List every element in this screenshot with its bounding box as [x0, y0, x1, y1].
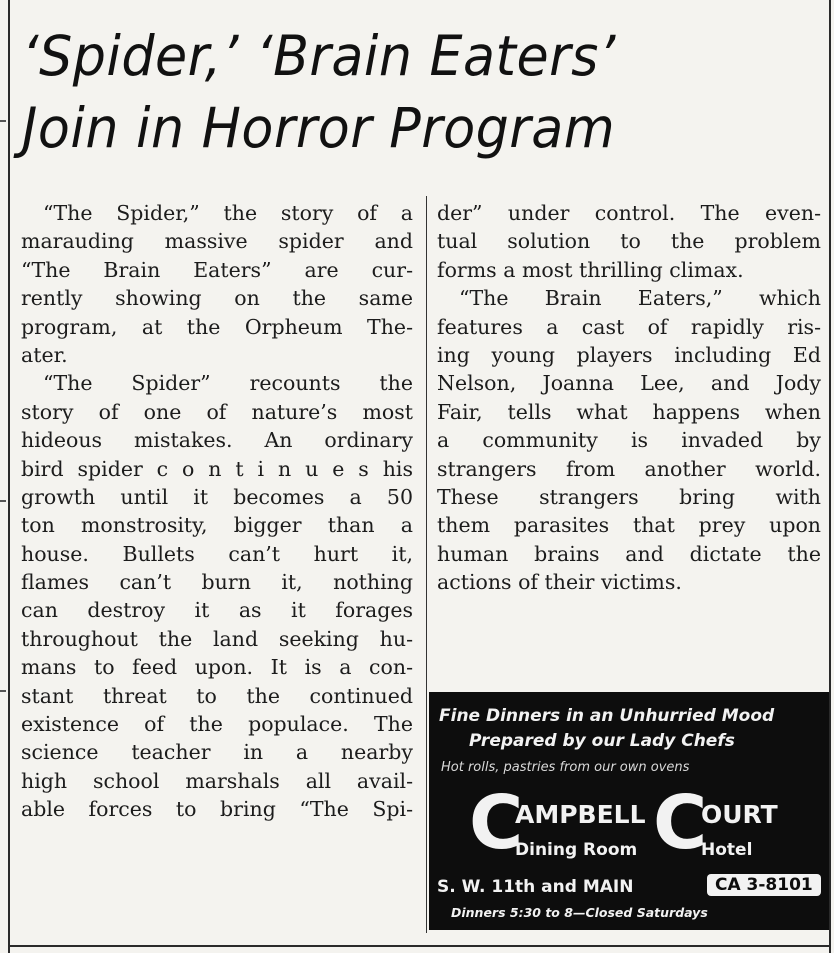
ad-hotel: Hotel	[701, 840, 753, 860]
margin-tick	[0, 120, 6, 122]
article-line: them parasites that prey upon	[437, 513, 821, 538]
article-line: rently showing on the same	[21, 286, 413, 311]
headline-line-2: Join in Horror Program	[22, 96, 616, 160]
article-line: high school marshals all avail-	[21, 768, 413, 793]
article-line: ing young players including Ed	[437, 342, 821, 367]
article-line: can destroy it as it forages	[21, 598, 413, 623]
article-line: bird spider c o n t i n u e s his	[21, 456, 413, 481]
article-line: existence of the populace. The	[21, 712, 413, 737]
article-line: strangers from another world.	[437, 456, 821, 481]
margin-tick	[0, 500, 6, 502]
article-line: ton monstrosity, bigger than a	[21, 513, 413, 538]
article-line: These strangers bring with	[437, 484, 821, 509]
article-line: story of one of nature’s most	[21, 399, 413, 424]
article-line: throughout the land seeking hu-	[21, 626, 413, 651]
column-divider	[426, 196, 427, 933]
article-line: “The Spider,” the story of a	[43, 201, 413, 225]
article-right-column	[437, 199, 821, 596]
ad-dining-room: Dining Room	[515, 840, 638, 860]
ad-subtagline: Prepared by our Lady Chefs	[469, 731, 735, 751]
article-line: actions of their victims.	[437, 570, 682, 595]
article-line: Fair, tells what happens when	[437, 399, 821, 424]
article-line: science teacher in a nearby	[21, 740, 413, 765]
article-line: Nelson, Joanna Lee, and Jody	[437, 371, 821, 396]
article-line: able forces to bring “The Spi-	[21, 797, 413, 822]
article-line: growth until it becomes a 50	[21, 484, 413, 509]
article-line: “The Brain Eaters” are cur-	[21, 257, 413, 282]
article-line: program, at the Orpheum The-	[21, 314, 413, 339]
right-border-rule	[829, 0, 831, 953]
article-left-column	[21, 199, 413, 824]
margin-tick	[0, 690, 6, 692]
bottom-border-rule	[8, 945, 831, 947]
article-line: flames can’t burn it, nothing	[21, 570, 413, 595]
article-line: ater.	[21, 342, 68, 367]
article-line: tual solution to the problem	[437, 229, 821, 254]
ad-tagline: Fine Dinners in an Unhurried Mood	[439, 706, 775, 726]
article-line: “The Brain Eaters,” which	[459, 286, 821, 311]
ad-initial-c-1: C	[469, 780, 524, 866]
ad-initial-c-2: C	[653, 780, 708, 866]
ad-address: S. W. 11th and MAIN	[437, 877, 634, 897]
article-line: human brains and dictate the	[437, 541, 821, 566]
article-line: der” under control. The even-	[437, 201, 821, 225]
article-line: hideous mistakes. An ordinary	[21, 428, 413, 453]
article-line: features a cast of rapidly ris-	[437, 314, 821, 339]
ad-hours: Dinners 5:30 to 8—Closed Saturdays	[451, 905, 708, 920]
ad-name-court: OURT	[701, 800, 778, 829]
article-line: “The Spider” recounts the	[43, 371, 413, 396]
article-line: marauding massive spider and	[21, 229, 413, 254]
campbell-court-advertisement	[429, 692, 829, 930]
article-line: a community is invaded by	[437, 428, 821, 453]
article-line: mans to feed upon. It is a con-	[21, 655, 413, 680]
article-headline	[22, 20, 782, 164]
left-border-rule	[8, 0, 10, 953]
ad-small-print: Hot rolls, pastries from our own ovens	[441, 760, 690, 775]
article-line: forms a most thrilling climax.	[437, 257, 744, 282]
ad-name-campbell: AMPBELL	[515, 800, 646, 829]
article-line: house. Bullets can’t hurt it,	[21, 541, 413, 566]
article-line: stant threat to the continued	[21, 683, 413, 708]
headline-line-1: ‘Spider,’ ‘Brain Eaters’	[22, 24, 616, 88]
ad-phone-badge: CA 3-8101	[707, 874, 821, 896]
